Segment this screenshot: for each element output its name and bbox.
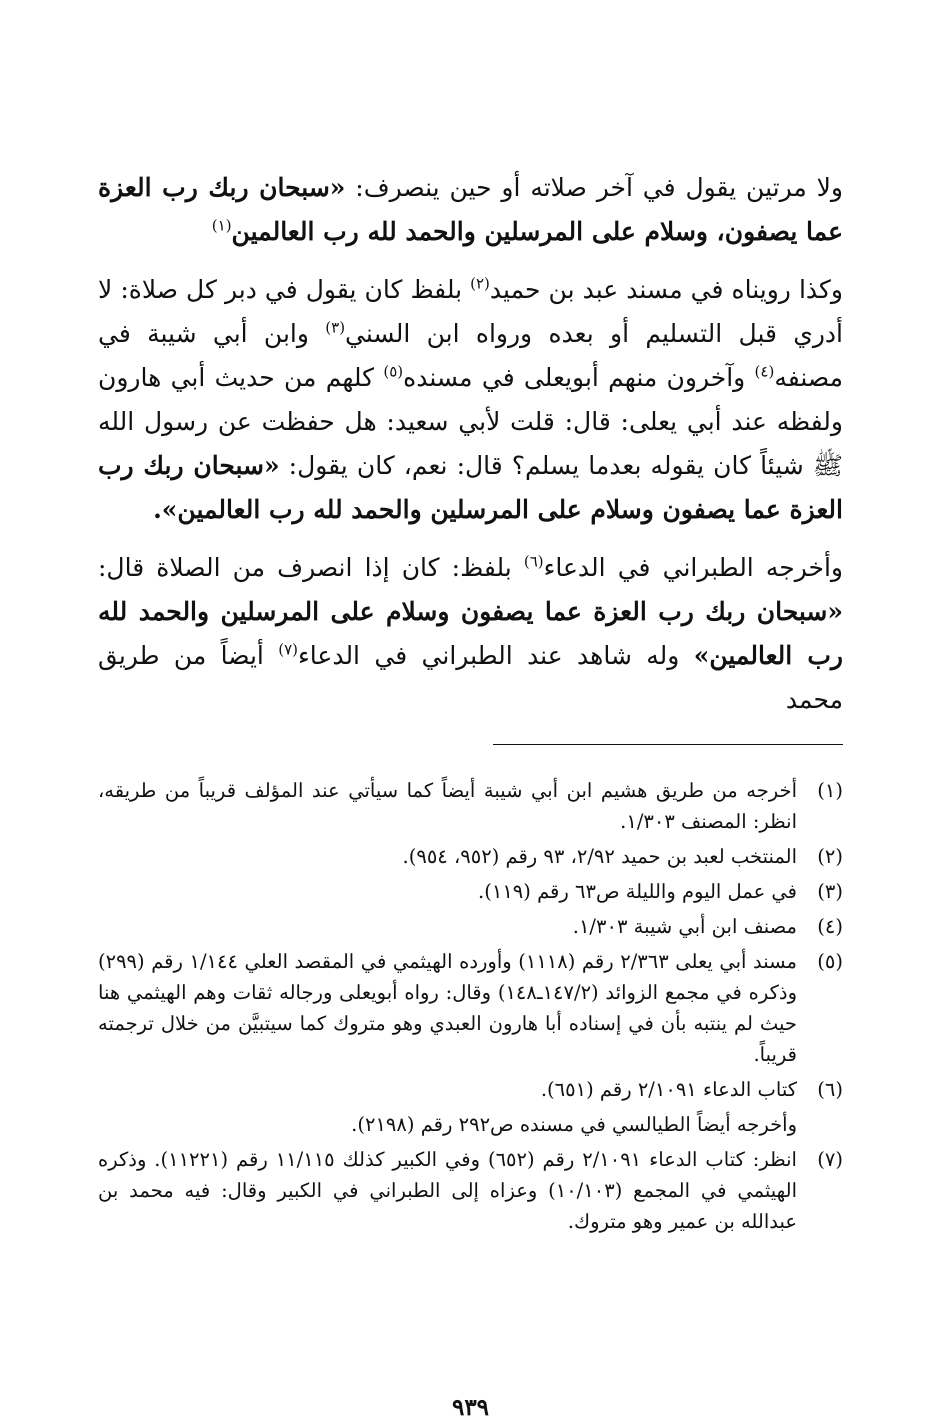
footnote-ref: (٤)	[754, 362, 775, 381]
footnote-number: (٣)	[817, 880, 843, 903]
footnote-text: المنتخب لعبد بن حميد ٢/٩٢، ٩٣ رقم (٩٥٢، ٩٥٤).	[402, 845, 797, 868]
footnote-ref: (٦)	[523, 552, 544, 571]
footnote-text: في عمل اليوم والليلة ص٦٣ رقم (١١٩).	[478, 880, 797, 903]
paragraph-text: أيضاً من طريق محمد	[98, 641, 843, 714]
paragraph-text: وكذا رويناه في مسند عبد بن حميد	[489, 275, 843, 304]
footnote-number: (٢)	[817, 845, 843, 868]
footnote-ref: (٣)	[325, 318, 346, 337]
quoted-dhikr: «سبحان ربك رب العزة عما يصفون، وسلام على المرسلين والحمد لله رب العالمين	[98, 173, 843, 246]
footnote-number: (١)	[817, 779, 843, 802]
footnote-text: انظر: كتاب الدعاء ٢/١٠٩١ رقم (٦٥٢) وفي الكبير كذلك ١١/١١٥ رقم (١١٢٢١). وذكره الهيثمي في المجمع (١٠/١٠٣) وعزاه إلى الطبراني في الكبير وقال: فيه محمد بن عبدالله بن عمير وهو متروك.	[98, 1148, 797, 1233]
footnote-item	[98, 775, 843, 837]
quoted-dhikr: «سبحان ربك رب العزة عما يصفون وسلام على المرسلين والحمد لله رب العالمين»	[98, 597, 843, 670]
footnote-ref: (٢)	[470, 274, 490, 293]
main-text	[98, 166, 843, 722]
footnote-divider	[493, 744, 843, 745]
footnote-text: مصنف ابن أبي شيبة ١/٣٠٣.	[572, 915, 797, 938]
paragraph-2	[98, 268, 843, 532]
footnote-item	[98, 841, 843, 872]
footnote-number: (٥)	[817, 950, 843, 973]
paragraph-text: بلفظ كان يقول في دبر كل صلاة: لا أدري قبل التسليم أو بعده ورواه ابن السني	[98, 275, 844, 348]
footnote-ref: (١)	[211, 216, 232, 235]
footnote-continuation: وأخرجه أيضاً الطيالسي في مسنده ص٢٩٢ رقم (٢١٩٨).	[351, 1113, 797, 1136]
paragraph-1	[98, 166, 843, 254]
paragraph-text: وأخرجه الطبراني في الدعاء	[543, 553, 843, 582]
footnote-item	[98, 946, 843, 1070]
footnote-ref: (٧)	[278, 640, 299, 659]
paragraph-text: ولا مرتين يقول في آخر صلاته أو حين ينصرف:	[345, 173, 843, 202]
footnote-text: أخرجه من طريق هشيم ابن أبي شيبة أيضاً كما سيأتي عند المؤلف قريباً من طريقه، انظر: المصنف ١/٣٠٣.	[98, 779, 797, 833]
paragraph-text: كلهم من حديث أبي هارون ولفظه عند أبي يعلى: قال: قلت لأبي سعيد: هل حفظت عن رسول الله ﷺ شيئاً كان يقوله بعدما يسلم؟ قال: نعم، كان يقول:	[98, 363, 843, 480]
footnote-item	[98, 911, 843, 942]
quoted-dhikr: «سبحان ربك رب العزة عما يصفون وسلام على المرسلين والحمد لله رب العالمين».	[98, 451, 843, 524]
paragraph-3	[98, 546, 843, 722]
footnote-text: كتاب الدعاء ٢/١٠٩١ رقم (٦٥١).	[540, 1078, 797, 1101]
book-page	[98, 166, 844, 1421]
paragraph-text: وله شاهد عند الطبراني في الدعاء	[298, 641, 694, 670]
footnote-item	[98, 876, 843, 907]
paragraph-text: وآخرون منهم أبويعلى في مسنده	[403, 363, 755, 392]
paragraph-text: وابن أبي شيبة في مصنفه	[98, 319, 843, 392]
footnote-number: (٧)	[817, 1148, 843, 1171]
footnote-ref: (٥)	[383, 362, 404, 381]
footnotes	[98, 775, 843, 1237]
footnote-item	[98, 1144, 843, 1237]
footnote-text: مسند أبي يعلى ٢/٣٦٣ رقم (١١١٨) وأورده الهيثمي في المقصد العلي ١/١٤٤ رقم (٢٩٩) وذكره في مجمع الزوائد (١٤٧/٢ـ١٤٨) وقال: رواه أبويعلى ورجاله ثقات وهم الهيثمي هنا حيث لم ينتبه بأن في إسناده أبا هارون العبدي وهو متروك كما سيتبيَّن من خلال ترجمته قريباً.	[98, 950, 798, 1066]
paragraph-text: بلفظ: كان إذا انصرف من الصلاة قال:	[98, 553, 524, 582]
footnote-number: (٦)	[817, 1078, 843, 1101]
page-number: ٩٣٩	[451, 1394, 490, 1421]
footnote-number: (٤)	[817, 915, 843, 938]
footnote-item	[98, 1074, 843, 1105]
